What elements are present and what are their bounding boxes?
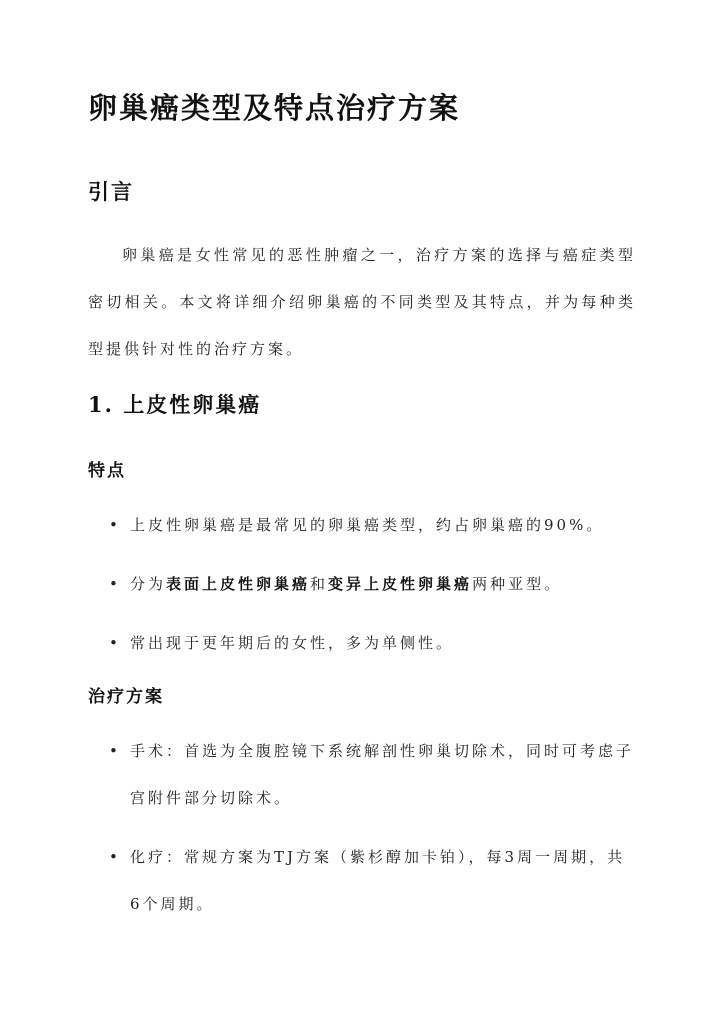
intro-heading: 引言 (88, 179, 134, 204)
list-item-text: 化疗：常规方案为TJ方案（紫杉醇加卡铂），每3周一周期，共6个周期。 (130, 848, 626, 913)
text-segment: 分为 (130, 575, 167, 593)
bullet-icon: • (109, 742, 121, 760)
text-segment: 和 (310, 575, 329, 593)
features-heading: 特点 (88, 461, 126, 481)
list-item-text: 手术：首选为全腹腔镜下系统解剖性卵巢切除术，同时可考虑子宫附件部分切除术。 (130, 742, 635, 807)
treatment-list (88, 728, 636, 940)
intro-paragraph: 卵巢癌是女性常见的恶性肿瘤之一，治疗方案的选择与癌症类型密切相关。本文将详细介绍卵巢癌的不同类型及其特点，并为每种类型提供针对性的治疗方案。 (88, 246, 636, 358)
list-item-text (130, 575, 562, 593)
bold-term: 表面上皮性卵巢癌 (166, 575, 311, 593)
list-item (88, 502, 636, 549)
treatment-heading: 治疗方案 (88, 687, 164, 707)
bullet-icon: • (109, 516, 121, 534)
bullet-icon: • (109, 634, 121, 652)
page-title: 卵巢癌类型及特点治疗方案 (88, 91, 461, 125)
list-item (88, 728, 636, 822)
list-item (88, 834, 636, 928)
features-list (88, 502, 636, 679)
list-item (88, 620, 636, 667)
bold-term: 变异上皮性卵巢癌 (328, 575, 473, 593)
bullet-icon: • (109, 848, 121, 866)
section-1-heading: 1. 上皮性卵巢癌 (88, 392, 262, 417)
text-segment: 两种亚型。 (472, 575, 563, 593)
list-item-text: 常出现于更年期后的女性，多为单侧性。 (130, 634, 455, 652)
bullet-icon: • (109, 575, 121, 593)
list-item-text: 上皮性卵巢癌是最常见的卵巢癌类型，约占卵巢癌的90%。 (130, 516, 605, 534)
list-item (88, 561, 636, 608)
